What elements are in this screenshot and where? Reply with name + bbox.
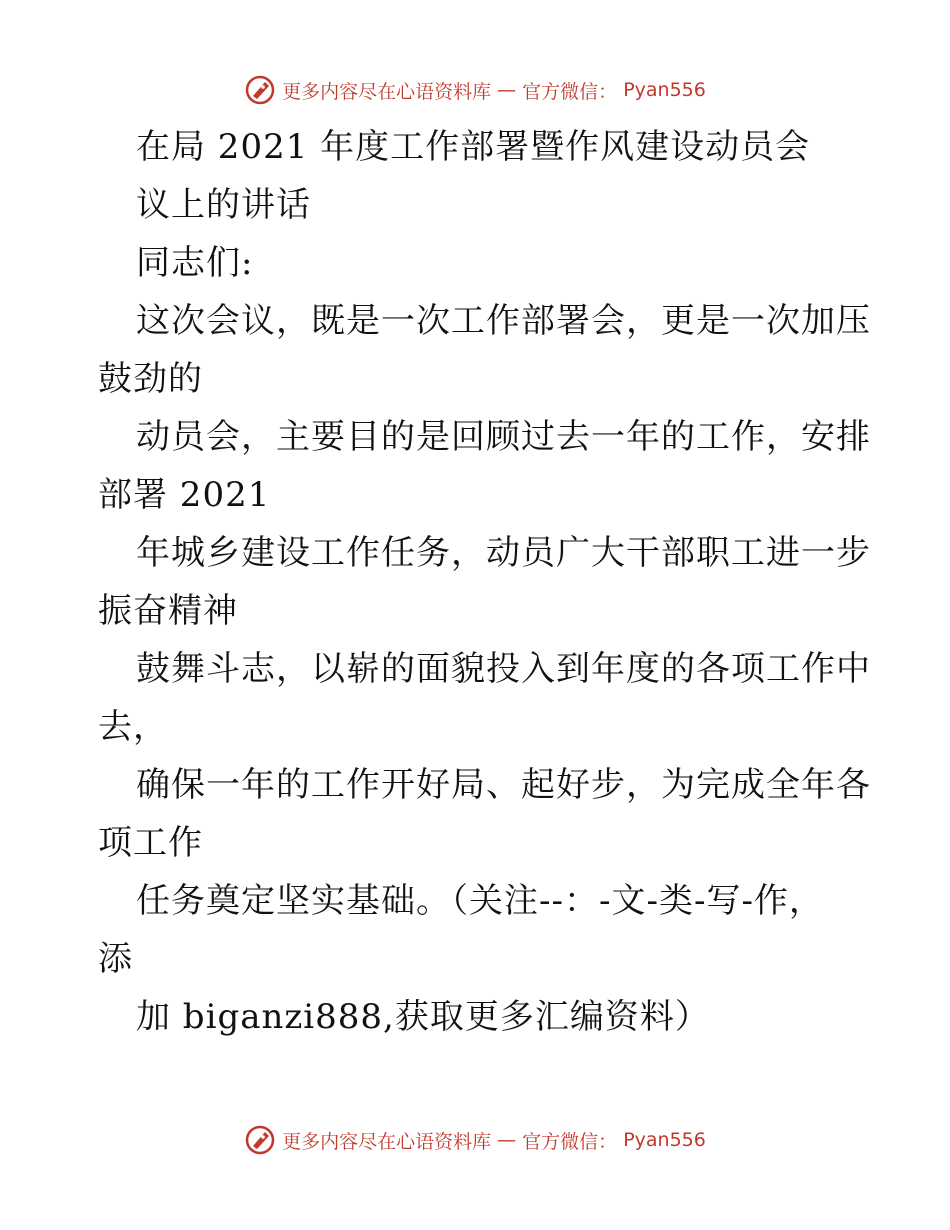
banner-dash: —	[497, 1129, 517, 1151]
paragraph-line: 年城乡建设工作任务，动员广大干部职工进一步	[136, 533, 871, 573]
paragraph-line: 振奋精神	[98, 591, 238, 631]
pen-nib-logo-icon	[244, 74, 276, 106]
paragraph-line: 添	[98, 939, 133, 979]
title-line-2: 议上的讲话	[136, 185, 311, 225]
banner-text: 更多内容尽在心语资料库	[282, 80, 492, 103]
paragraph-line: 鼓劲的	[98, 359, 203, 399]
paragraph-line: 项工作	[98, 823, 203, 863]
paragraph-line: 鼓舞斗志，以崭的面貌投入到年度的各项工作中	[136, 649, 871, 689]
paragraph-line: 动员会，主要目的是回顾过去一年的工作，安排	[136, 417, 871, 457]
banner-wechat-label: 官方微信：	[522, 1130, 618, 1153]
footer-banner	[0, 1122, 950, 1158]
banner-wechat-id: Pyan556	[623, 79, 706, 101]
paragraph-line: 去，	[98, 707, 168, 747]
banner-wechat-label: 官方微信：	[522, 80, 618, 103]
paragraph-line: 任务奠定坚实基础。（关注--：-文-类-写-作，	[136, 881, 824, 921]
title-line-1: 在局 2021 年度工作部署暨作风建设动员会	[136, 127, 811, 167]
banner-text: 更多内容尽在心语资料库	[282, 1130, 492, 1153]
paragraph-line: 确保一年的工作开好局、起好步，为完成全年各	[136, 765, 871, 805]
banner-wechat-id: Pyan556	[623, 1129, 706, 1151]
document-body	[98, 118, 871, 1046]
pen-nib-logo-icon	[244, 1124, 276, 1156]
paragraph-line: 部署 2021	[98, 475, 271, 515]
banner-dash: —	[497, 79, 517, 101]
paragraph-line: 加 biganzi888,获取更多汇编资料）	[136, 997, 710, 1037]
header-banner	[0, 72, 950, 108]
paragraph-line: 这次会议，既是一次工作部署会，更是一次加压	[136, 301, 871, 341]
salutation: 同志们:	[136, 243, 254, 283]
